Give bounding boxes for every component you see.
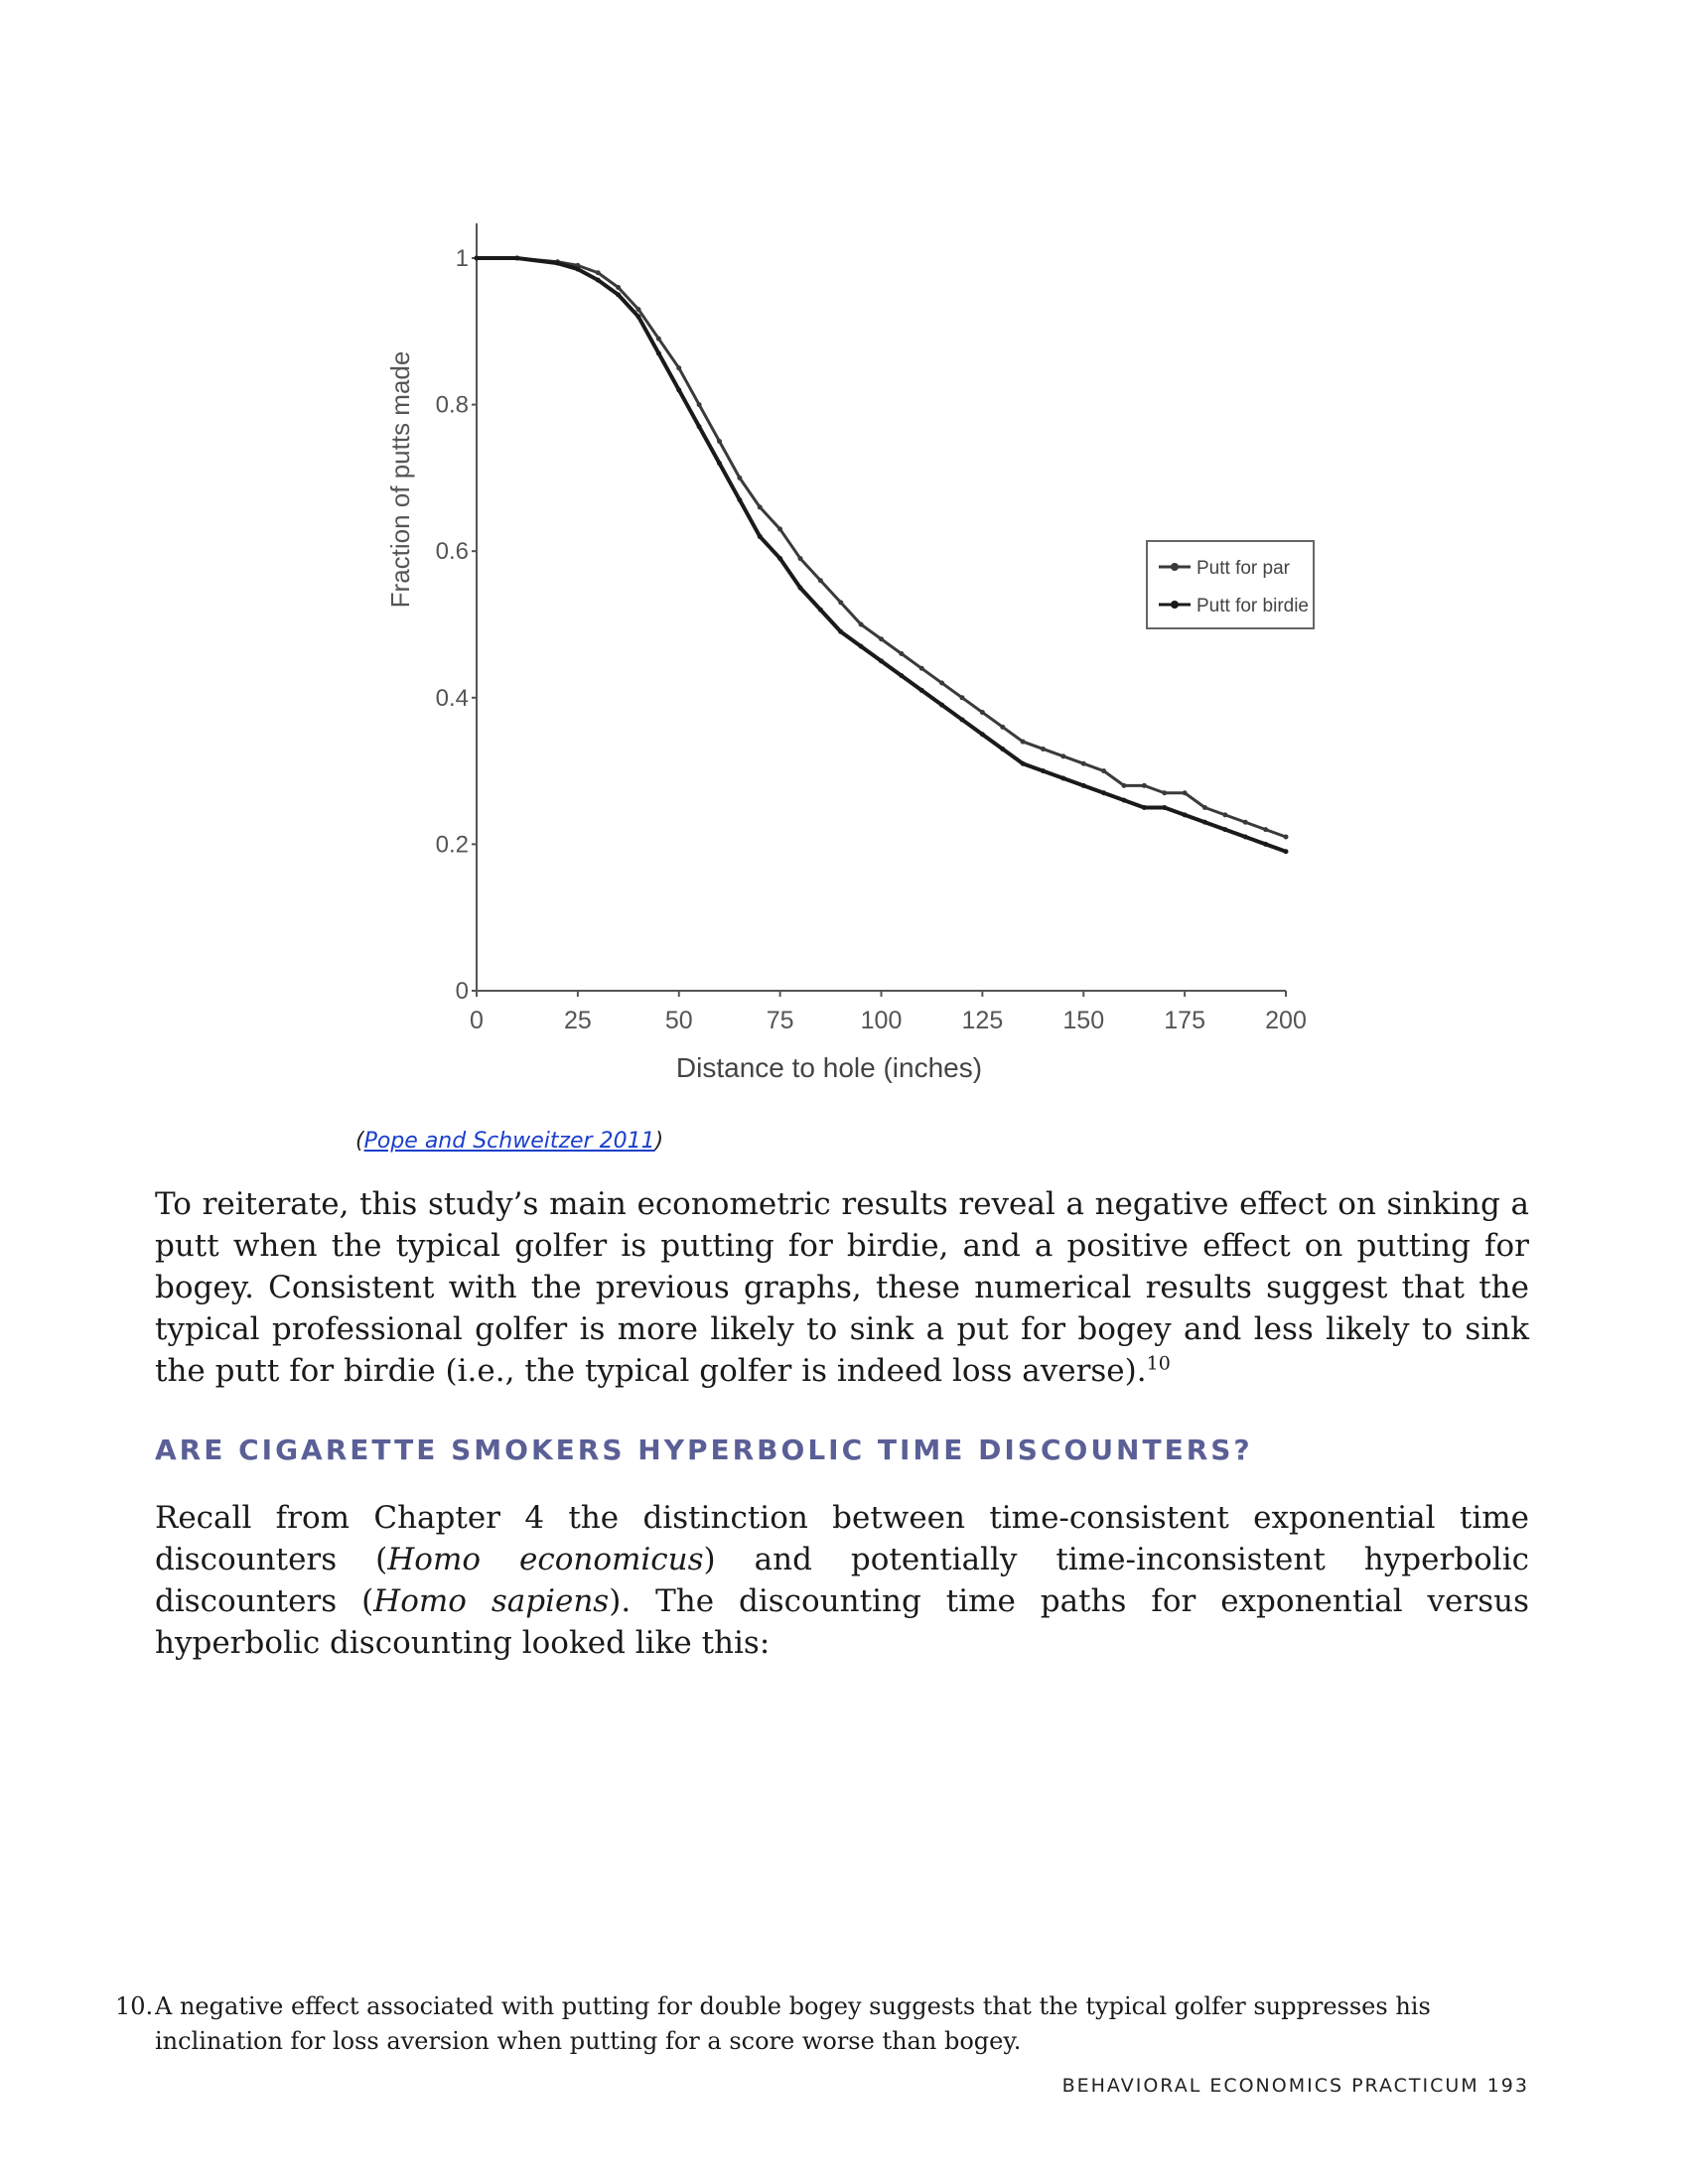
data-point: [1243, 820, 1248, 825]
data-point: [1101, 790, 1106, 795]
data-point: [1021, 761, 1026, 766]
data-point: [737, 476, 742, 480]
data-point: [939, 681, 944, 686]
footnote-number: 10.: [115, 1992, 154, 2020]
data-point: [676, 365, 681, 370]
figure-caption: (Pope and Schweitzer 2011): [355, 1129, 664, 1154]
data-point: [1041, 747, 1046, 751]
data-point: [818, 578, 823, 583]
footnote-reference[interactable]: 10: [1146, 1352, 1171, 1375]
section-heading: ARE CIGARETTE SMOKERS HYPERBOLIC TIME DISCOUNTERS?: [155, 1433, 1253, 1466]
data-point: [475, 256, 480, 261]
data-point: [939, 703, 944, 708]
y-tick-label: 0.8: [435, 391, 469, 419]
legend-label: Putt for par: [1196, 558, 1290, 579]
data-point: [859, 622, 864, 627]
footnote-text: A negative effect associated with putting for double bogey suggests that the typical golfer suppresses his inclination for loss aversion when putting for a score worse than bogey.: [155, 1992, 1431, 2055]
data-point: [656, 350, 661, 355]
data-point: [859, 644, 864, 649]
data-point: [980, 710, 985, 715]
data-point: [899, 651, 904, 656]
data-point: [1000, 725, 1005, 730]
data-point: [1101, 768, 1106, 773]
footnote: [115, 1989, 1535, 2059]
data-point: [1183, 812, 1188, 817]
data-point: [919, 688, 924, 693]
data-point: [1243, 835, 1248, 840]
data-point: [838, 629, 843, 634]
data-point: [717, 461, 722, 466]
data-point: [1041, 768, 1046, 773]
data-point: [1060, 775, 1065, 780]
data-point: [1122, 783, 1127, 788]
data-point: [697, 424, 702, 429]
data-point: [717, 439, 722, 444]
x-tick-label: 150: [1062, 1007, 1105, 1034]
data-point: [838, 600, 843, 605]
y-tick-label: 0: [455, 978, 469, 1005]
x-tick-label: 75: [766, 1007, 794, 1034]
data-point: [919, 666, 924, 671]
data-point: [1122, 798, 1127, 803]
data-point: [798, 586, 803, 591]
data-point: [616, 292, 621, 297]
legend-label: Putt for birdie: [1196, 596, 1309, 616]
x-tick-label: 200: [1265, 1007, 1307, 1034]
x-tick-label: 0: [470, 1007, 484, 1034]
data-point: [514, 256, 519, 261]
data-point: [1162, 790, 1167, 795]
page-footer: BEHAVIORAL ECONOMICS PRACTICUM 193: [1061, 2075, 1529, 2097]
data-point: [656, 337, 661, 341]
data-point: [1222, 812, 1227, 817]
citation-link[interactable]: Pope and Schweitzer 2011: [363, 1129, 655, 1154]
data-point: [960, 695, 965, 700]
data-point: [737, 497, 742, 502]
data-point: [1202, 820, 1207, 825]
data-point: [960, 717, 965, 722]
x-tick-label: 50: [664, 1007, 693, 1034]
data-point: [1081, 783, 1086, 788]
data-point: [697, 402, 702, 407]
x-tick-label: 25: [563, 1007, 592, 1034]
y-tick-label: 0.2: [435, 831, 469, 859]
data-point: [1183, 790, 1188, 795]
x-tick-label: 125: [961, 1007, 1004, 1034]
data-point: [1142, 805, 1147, 810]
homo-sapiens-term: Homo sapiens: [373, 1583, 610, 1619]
data-point: [1021, 740, 1026, 745]
data-point: [575, 267, 580, 272]
data-point: [1060, 753, 1065, 758]
y-tick-label: 0.4: [435, 684, 469, 712]
putts-chart: [367, 174, 1321, 1107]
legend-marker: [1171, 563, 1179, 571]
paragraph-loss-aversion: [155, 1183, 1529, 1392]
data-point: [1222, 827, 1227, 832]
data-point: [758, 534, 763, 539]
data-point: [1263, 842, 1268, 847]
data-point: [758, 504, 763, 509]
data-point: [777, 527, 782, 532]
chart-legend: [1147, 541, 1314, 628]
data-point: [879, 636, 884, 641]
paragraph-text: To reiterate, this study’s main econometric results reveal a negative effect on sinking a putt when the typical golfer is putting for birdie, and a positive effect on putting for bogey. Consistent with the previous graphs, these numerical results suggest that the typical professional golfer is more likely to sink a put for bogey and less likely to sink the putt for birdie (i.e., the typical golfer is indeed loss averse).: [155, 1186, 1529, 1389]
data-point: [676, 387, 681, 392]
y-tick-label: 1: [455, 245, 469, 272]
legend-marker: [1171, 601, 1179, 609]
data-point: [1284, 835, 1289, 840]
data-point: [596, 278, 601, 283]
data-point: [1263, 827, 1268, 832]
x-tick-label: 175: [1164, 1007, 1205, 1034]
data-point: [596, 270, 601, 275]
data-point: [555, 261, 560, 266]
data-point: [879, 658, 884, 663]
data-point: [980, 732, 985, 737]
chart-x-axis-label: Distance to hole (inches): [675, 1052, 983, 1083]
data-point: [636, 307, 641, 312]
data-point: [616, 285, 621, 290]
data-point: [1081, 761, 1086, 766]
data-point: [798, 556, 803, 561]
x-tick-label: 100: [860, 1007, 903, 1034]
data-point: [818, 608, 823, 613]
data-point: [1202, 805, 1207, 810]
y-tick-label: 0.6: [435, 538, 469, 566]
data-point: [636, 315, 641, 320]
chart-y-axis-label: Fraction of putts made: [385, 350, 415, 609]
data-point: [899, 673, 904, 678]
homo-economicus-term: Homo economicus: [387, 1542, 704, 1577]
data-point: [1162, 805, 1167, 810]
data-point: [1000, 747, 1005, 751]
paragraph-discounting: Recall from Chapter 4 the distinction between time-consistent exponential time discounters (Homo economicus) and potentially time-inconsistent hyperbolic discounters (Homo sapiens). The discounting time paths for exponential versus hyperbolic discounting looked like this:: [155, 1500, 1529, 1661]
data-point: [1284, 849, 1289, 854]
data-point: [777, 556, 782, 561]
data-point: [1142, 783, 1147, 788]
